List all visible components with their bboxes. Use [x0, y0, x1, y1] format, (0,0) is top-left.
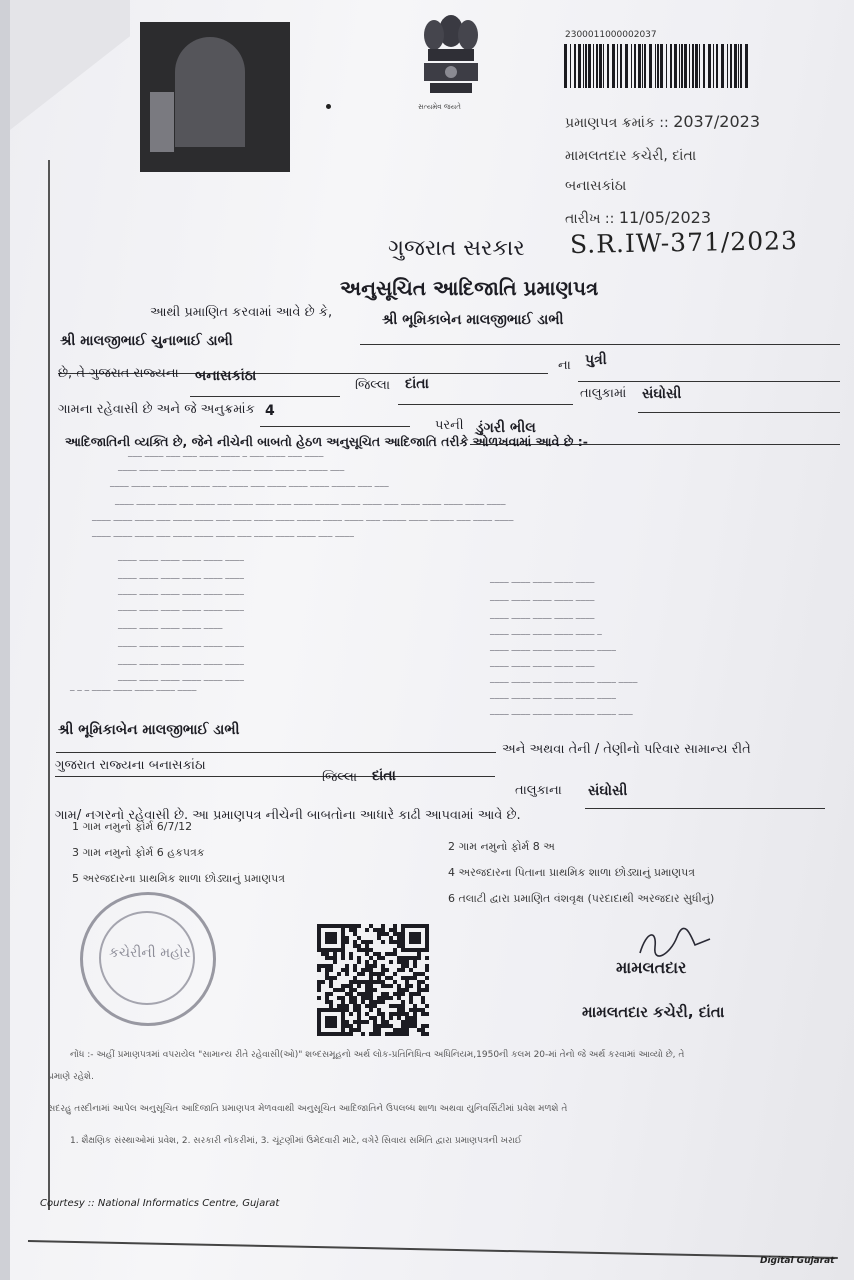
applicant-name-repeat: શ્રી ભૂમિકાબેન માલજીભાઈ ડાભી	[58, 722, 240, 738]
taluka-repeat: દાંતા	[372, 768, 396, 784]
footer-brand: Digital Gujarat	[760, 1256, 835, 1266]
qr-code	[317, 924, 429, 1036]
taluka-label: તાલુકામાં	[580, 386, 627, 401]
state-district-text: ગુજરાત રાજ્યના બનાસકાંઠા	[55, 758, 206, 773]
date-row	[565, 208, 711, 227]
serial-number: 4	[265, 403, 275, 419]
seal-text: કચેરીની મહોર	[109, 945, 191, 961]
issuing-office: મામલતદાર કચેરી, દાંતા	[565, 148, 697, 164]
note-line-2: સદરહુ તસ્દીનામાં આપેલ અનુસૂચિત આદિજાતિ પ્રમાણપત્ર મેળવવાથી અનુસૂચિત આદિજાતિને ઉપલબ્ધ શાળા અથવા યુનિવર્સિટીમાં પ્રવેશ મળશે તે	[48, 1104, 568, 1114]
village-value: સંઘોસી	[642, 386, 682, 402]
certificate-sheet: સત્યમેવ જયતે 2300011000002037 પ્રમાણપત્ર ક્રમાંક :: 2037/2023 મામલતદાર કચેરી, દાંતા બનાસકાંઠા તારીખ :: 11/05/2023 S.R.IW-371/2023 ગુજરાત સરકાર અનુસૂચિત આદિજાતિ પ્રમાણપત્ર આથી પ્રમાણિત કરવામાં આવે છે કે, શ્રી ભૂમિકાબેન માલજીભાઈ ડાભી શ્રી માલજીભાઈ ચુનાભાઈ ડાભી ના પુત્રી છે, તે ગુજરાત રાજ્યના બનાસકાંઠા જિલ્લા દાંતા તાલુકામાં સંઘોસી ગામના રહેવાસી છે અને જે અનુક્રમાંક 4 પરની ડુંગરી ભીલ આદિજાતિની વ્યક્તિ છે, જેને નીચેની બાબતો હેઠળ અનુસૂચિત આદિજાતિ તરીકે ઓળખવામાં આવે છે :- ─── ──── ─── ─── ──── ──── ─ ─── ──── ─── ──── ──── ──── ─── ──── ─── ─── ──── ──── ──── ── ──── ─── ──── ──── ─── ──── ──── ─── ──── ─── ──── ──── ──── ───── ─── ─── ──── ──── ──── ─── ──── ─── ──── ──── ─── ──── ───── ──── ──── ─── ──── ──── ──── ──── ──── ──── ──── ──── ─── ──── ──── ─── ──── ──── ──── ───── ──── ──── ─── ───── ──── ───── ─── ──── ──── ──── ──── ──── ─── ──── ──── ──── ─── ──── ──── ──── ─── ──── ──── ──── ──── ──── ──── ──── ──── ──── ──── ──── ──── ──── ──── ──── ──── ──── ──── ──── ──── ──── ──── ──── ──── ──── ──── ──── ──── ──── ──── ──── ──── ──── ──── ──── ──── ──── ──── ──── ──── ──── ──── ──── ──── ──── ──── ──── ──── ─ ─ ─ ──── ──── ──── ──── ──── ──── ──── ──── ──── ──── ──── ──── ──── ──── ──── ──── ──── ──── ──── ──── ──── ──── ──── ──── ──── ─ ──── ──── ──── ──── ──── ──── ──── ──── ──── ──── ──── ──── ──── ──── ──── ──── ──── ──── ──── ──── ──── ──── ──── ──── ──── ──── ──── ──── ──── ──── ─── શ્રી ભૂમિકાબેન માલજીભાઈ ડાભી અને અથવા તેની / તેણીનો પરિવાર સામાન્ય રીતે ગુજરાત રાજ્યના બનાસકાંઠા જિલ્લા દાંતા તાલુકાના સંઘોસી ગામ/ નગરનો રહેવાસી છે. આ પ્રમાણપત્ર નીચેની બાબતોના આધારે કાઢી આપવામાં આવે છે. 1 ગામ નમુનો ફોર્મ 6/7/12 2 ગામ નમુનો ફોર્મ 8 અ 3 ગામ નમુનો ફોર્મ 6 હકપત્રક 4 અરજદારના પિતાના પ્રાથમિક શાળા છોડ્યાનું પ્રમાણપત્ર 5 અરજદારના પ્રાથમિક શાળા છોડ્યાનું પ્રમાણપત્ર 6 તલાટી દ્વારા પ્રમાણિત વંશવૃક્ષ (પરદાદાથી અરજદાર સુધીનું) કચેરીની મહોર મામલતદાર મામલતદાર કચેરી, દાંતા નોંધ :- અહીં પ્રમાણપત્રમાં વપરાયેલ "સામાન્ય રીતે રહેવાસી(ઓ)" શબ્દસમૂહનો અર્થ લોક-પ્રતિનિધિત્વ અધિનિયમ,1950ની કલમ 20-માં તેનો જે અર્થ કરવામાં આવ્યો છે, તે પ્રમાણે રહેશે. સદરહુ તસ્દીનામાં આપેલ અનુસૂચિત આદિજાતિ પ્રમાણપત્ર મેળવવાથી અનુસૂચિત આદિજાતિને ઉપલબ્ધ શાળા અથવા યુનિવર્સિટીમાં પ્રવેશ મળશે તે 1. શૈક્ષણિક સંસ્થાઓમાં પ્રવેશ, 2. સરકારી નોકરીમાં, 3. ચૂંટણીમાં ઉમેદવારી માટે, વગેરે સિવાય સમિતિ દ્વારા પ્રમાણપત્રની ખરાઈ Courtesy :: National Informatics Centre, Gujarat Digital Gujarat	[10, 0, 854, 1280]
father-name: શ્રી માલજીભાઈ ચુનાભાઈ ડાભી	[60, 333, 233, 349]
certificate-title: અનુસૂચિત આદિજાતિ પ્રમાણપત્ર	[340, 276, 599, 300]
document-item: 2 ગામ નમુનો ફોર્મ 8 અ	[448, 840, 555, 853]
government-title: ગુજરાત સરકાર	[388, 236, 525, 261]
ink-dot	[326, 104, 331, 109]
note-line-3: 1. શૈક્ષણિક સંસ્થાઓમાં પ્રવેશ, 2. સરકારી નોકરીમાં, 3. ચૂંટણીમાં ઉમેદવારી માટે, વગેરે સિવાય સમિતિ દ્વારા પ્રમાણપત્રની ખરાઈ	[70, 1136, 522, 1146]
district-label: જિલ્લા	[355, 378, 391, 393]
signature	[635, 925, 715, 960]
date-label: તારીખ ::	[565, 211, 615, 227]
note-line-1: નોંધ :- અહીં પ્રમાણપત્રમાં વપરાયેલ "સામાન્ય રીતે રહેવાસી(ઓ)" શબ્દસમૂહનો અર્થ લોક-પ્રતિનિધિત્વ અધિનિયમ,1950ની કલમ 20-માં તેનો જે અર્થ કરવામાં આવ્યો છે, તે	[70, 1050, 685, 1060]
national-emblem-icon	[412, 5, 490, 117]
village-repeat: સંઘોસી	[588, 783, 628, 799]
district-value: બનાસકાંઠા	[195, 368, 257, 384]
document-item: 5 અરજદારના પ્રાથમિક શાળા છોડ્યાનું પ્રમાણપત્ર	[72, 872, 285, 885]
applicant-name: શ્રી ભૂમિકાબેન માલજીભાઈ ડાભી	[382, 312, 564, 328]
barcode	[564, 44, 750, 88]
family-text: અને અથવા તેની / તેણીનો પરિવાર સામાન્ય રીતે	[502, 742, 751, 757]
office-seal	[80, 892, 216, 1026]
certificate-number: 2037/2023	[673, 112, 761, 131]
resident-label: ગામના રહેવાસી છે અને જે અનુક્રમાંક	[58, 402, 255, 417]
underlying-page	[10, 0, 130, 130]
note-line-1b: પ્રમાણે રહેશે.	[48, 1072, 94, 1082]
tribe-name: ડુંગરી ભીલ	[476, 420, 536, 436]
document-item: 1 ગામ નમુનો ફોર્મ 6/7/12	[72, 820, 193, 833]
border-line-left	[48, 160, 50, 1210]
certificate-number-row	[565, 112, 760, 131]
border-line-bottom	[28, 1240, 838, 1259]
issuing-district: બનાસકાંઠા	[565, 178, 627, 194]
applicant-photo	[140, 22, 290, 172]
intro-text: આથી પ્રમાણિત કરવામાં આવે છે કે,	[150, 305, 333, 320]
barcode-number: 2300011000002037	[565, 30, 657, 40]
signatory-office: મામલતદાર કચેરી, દાંતા	[582, 1003, 725, 1021]
taluka-label-repeat: તાલુકાના	[515, 783, 562, 798]
basis-text: ગામ/ નગરનો રહેવાસી છે. આ પ્રમાણપત્ર નીચેની બાબતોના આધારે કાઢી આપવામાં આવે છે.	[55, 808, 521, 823]
issue-date: 11/05/2023	[618, 208, 712, 227]
document-item: 6 તલાટી દ્વારા પ્રમાણિત વંશવૃક્ષ (પરદાદાથી અરજદાર સુધીનું)	[448, 892, 715, 905]
district-label-repeat: જિલ્લા	[322, 770, 358, 785]
tribe-label: પરની	[435, 418, 464, 433]
state-label: છે, તે ગુજરાત રાજ્યના	[58, 366, 179, 381]
signatory-title: મામલતદાર	[616, 958, 687, 977]
handwritten-reference: S.R.IW-371/2023	[569, 226, 799, 259]
taluka-value: દાંતા	[405, 376, 429, 392]
document-item: 4 અરજદારના પિતાના પ્રાથમિક શાળા છોડ્યાનું પ્રમાણપત્ર	[448, 866, 695, 879]
certificate-number-label: પ્રમાણપત્ર ક્રમાંક ::	[565, 115, 669, 131]
emblem-motto: સત્યમેવ જયતે	[418, 103, 461, 111]
relation: પુત્રી	[585, 352, 607, 368]
footer-courtesy: Courtesy :: National Informatics Centre, Gujarat	[40, 1198, 280, 1209]
document-item: 3 ગામ નમુનો ફોર્મ 6 હકપત્રક	[72, 846, 205, 859]
declaration-text: આદિજાતિની વ્યક્તિ છે, જેને નીચેની બાબતો હેઠળ અનુસૂચિત આદિજાતિ તરીકે ઓળખવામાં આવે છે :-	[65, 434, 588, 449]
relation-label: ના	[558, 358, 571, 373]
